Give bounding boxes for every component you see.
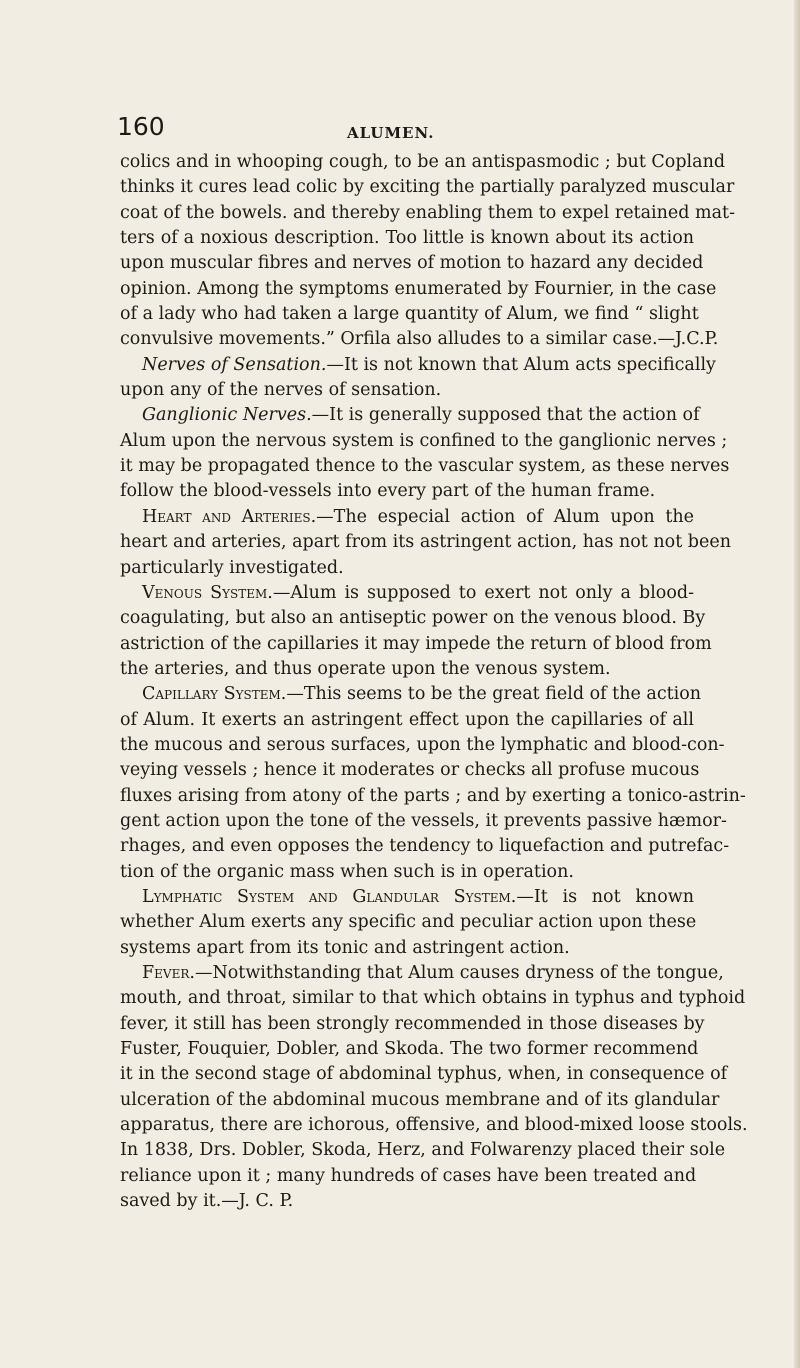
text-line: ters of a noxious description. Too little is known about its action [120, 228, 694, 249]
text-line: the mucous and serous surfaces, upon the lymphatic and blood-con- [120, 734, 725, 755]
running-title: ALUMEN. [347, 124, 435, 142]
section-text: —Notwithstanding that Alum causes dryness of the tongue, [194, 963, 724, 983]
text-line: systems apart from its tonic and astringent action. [120, 937, 570, 958]
text-line: apparatus, there are ichorous, offensive, and blood-mixed loose stools. [120, 1115, 748, 1136]
text-line: heart and arteries, apart from its astringent action, has not not been [120, 532, 731, 553]
section-text: —This seems to be the great field of the action [286, 684, 702, 705]
text-line: astriction of the capillaries it may impede the return of blood from [120, 633, 712, 654]
text-line: colics and in whooping cough, to be an antispasmodic ; but Copland [120, 152, 726, 172]
text-line: Fuster, Fouquier, Dobler, and Skoda. The two former recommend [120, 1039, 699, 1060]
section-heading: Venous System. [142, 582, 273, 603]
page-edge-shadow [794, 0, 800, 1368]
section-text: —Alum is supposed to exert not only a blood- [272, 582, 694, 603]
section-heading: Heart and Arteries. [142, 506, 317, 527]
section-line-venous-system [120, 581, 694, 606]
text-line: particularly investigated. [120, 557, 344, 578]
section-text: —It is not known [516, 886, 694, 907]
text-line: convulsive movements.” Orfila also alludes to a similar case.—J.C.P. [120, 329, 719, 350]
text-line: the arteries, and thus operate upon the venous system. [120, 658, 611, 679]
section-line-nerves-of-sensation [120, 353, 716, 378]
section-text: —It is generally supposed that the action of [311, 405, 700, 426]
section-heading: Ganglionic Nerves. [142, 405, 312, 426]
section-line-fever [120, 961, 724, 986]
text-line: upon muscular fibres and nerves of motion to hazard any decided [120, 253, 704, 274]
text-line: Alum upon the nervous system is confined to the ganglionic nerves ; [120, 430, 728, 451]
text-line: coagulating, but also an antiseptic power on the venous blood. By [120, 608, 706, 629]
text-line: of Alum. It exerts an astringent effect upon the capillaries of all [120, 709, 694, 730]
section-heading: Capillary System. [142, 684, 287, 705]
text-line: tion of the organic mass when such is in operation. [120, 861, 574, 882]
section-line-capillary-system [120, 682, 702, 707]
section-text: —The especial action of Alum upon the [316, 506, 694, 527]
section-heading: Fever. [142, 963, 195, 983]
text-line: rhages, and even opposes the tendency to liquefaction and putrefac- [120, 836, 730, 857]
text-line: whether Alum exerts any specific and peculiar action upon these [120, 912, 697, 933]
page-number: 160 [117, 112, 165, 141]
text-line: In 1838, Drs. Dobler, Skoda, Herz, and Folwarenzy placed their sole [120, 1140, 726, 1161]
text-line: fluxes arising from atony of the parts ; and by exerting a tonico-astrin- [120, 785, 746, 806]
section-text: —It is not known that Alum acts specifically [326, 354, 716, 375]
section-heading: Nerves of Sensation. [142, 354, 327, 375]
text-line: of a lady who had taken a large quantity of Alum, we find “ slight [120, 304, 699, 325]
text-line: it may be propagated thence to the vascular system, as these nerves [120, 456, 730, 477]
text-line: fever, it still has been strongly recommended in those diseases by [120, 1013, 705, 1034]
section-line-heart-and-arteries [120, 505, 694, 530]
text-line: ulceration of the abdominal mucous membrane and of its glandular [120, 1089, 720, 1110]
text-line: saved by it.—J. C. P. [120, 1191, 294, 1212]
text-line: opinion. Among the symptoms enumerated by Fournier, in the case [120, 278, 717, 299]
text-line: mouth, and throat, similar to that which obtains in typhus and typhoid [120, 988, 746, 1009]
section-line-lymphatic-system [120, 885, 694, 910]
text-line: it in the second stage of abdominal typhus, when, in consequence of [120, 1064, 728, 1085]
section-line-ganglionic-nerves [120, 403, 700, 428]
text-line: reliance upon it ; many hundreds of cases have been treated and [120, 1165, 697, 1186]
text-line: thinks it cures lead colic by exciting the partially paralyzed muscular [120, 177, 735, 198]
text-line: follow the blood-vessels into every part of the human frame. [120, 481, 656, 502]
text-line: coat of the bowels. and thereby enabling them to expel retained mat- [120, 202, 735, 223]
text-line: upon any of the nerves of sensation. [120, 380, 442, 401]
body-text [120, 150, 748, 1214]
section-heading: Lymphatic System and Glandular System. [142, 886, 517, 907]
text-line: veying vessels ; hence it moderates or checks all profuse mucous [120, 760, 700, 781]
text-line: gent action upon the tone of the vessels, it prevents passive hæmor- [120, 810, 727, 831]
